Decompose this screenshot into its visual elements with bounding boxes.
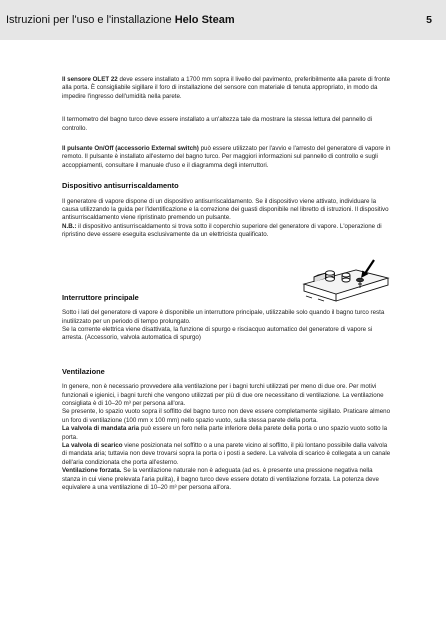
sensor-paragraph (62, 76, 392, 101)
overheat-note-text: il dispositivo antisurriscaldamento si trova sotto il coperchio superiore del generatore di vapore. L'operazione di ripristino deve essere eseguita esclusivamente da un elettricista qualificato. (62, 222, 382, 239)
exhaust-valve-text: viene posizionata nel soffitto o a una parete vicino al soffitto, il più lontano possibile dalla valvola di mandata aria; tuttavia non deve trovarsi sopra la porta o i posti a sedere. La valvola di scarico è collegata a un canale dell'aria condizionata che porta all'esterno. (62, 441, 391, 466)
onoff-text: può essere utilizzato per l'avvio e l'arresto del generatore di vapore in remoto. Il pulsante è installato all'esterno del bagno turco. Per maggiori informazioni sul pannello di controllo e sugli accoppiamenti, consultare il manuale d'uso e il diagramma degli interruttori. (62, 145, 391, 169)
ventilation-heading: Ventilazione (62, 366, 105, 376)
thermometer-paragraph: Il termometro del bagno turco deve essere installato a un'altezza tale da mostrare la stessa lettura del pannello di controllo. (62, 116, 373, 132)
ventilation-text-2: Se presente, lo spazio vuoto sopra il soffitto del bagno turco non deve essere completamente sigillato. Praticare almeno un foro di ventilazione (100 mm x 100 mm) nello spazio vuoto, sulla stessa parete della porta. (62, 408, 391, 424)
overheat-paragraph (62, 198, 392, 240)
forced-ventilation-text: Se la ventilazione naturale non è adeguata (ad es. è presente una pressione negativa nella stanza in cui viene prelevata l'aria pulita), il bagno turco deve essere dotato di ventilazione forzata. La potenza deve equivalere a una ventilazione di 10–20 m³ per persona all'ora. (62, 467, 379, 491)
onoff-paragraph (62, 145, 392, 170)
overheat-heading: Dispositivo antisurriscaldamento (62, 181, 179, 191)
page-number: 5 (426, 14, 432, 26)
onoff-lead: Il pulsante On/Off (accessorio External switch) (62, 145, 199, 153)
sensor-text: deve essere installato a 1700 mm sopra il livello del pavimento, preferibilmente alla parete di fronte alla porta. È consigliabile sigillare il foro di installazione del sensore con materiale di tenuta appropriato, in modo da impedire l'ingresso dell'umidità nella parete. (62, 76, 391, 100)
exhaust-valve-lead: La valvola di scarico (62, 441, 123, 449)
main-switch-text-1: Sotto i lati del generatore di vapore è disponibile un interruttore principale, utilizzabile solo quando il bagno turco resta inutilizzato per un periodo di tempo prolungato. (62, 309, 385, 325)
reset-button-diagram (300, 258, 392, 302)
page-header (0, 0, 446, 40)
main-switch-heading: Interruttore principale (62, 292, 139, 302)
overheat-text: Il generatore di vapore dispone di un dispositivo antisurriscaldamento. Se il dispositivo viene attivato, individuare la causa utilizzando la guida per l'identificazione e la correzione dei guasti disponibile nel libretto di istruzioni. Il dispositivo antisurriscaldamento viene ripristinato premendo un pulsante. (62, 197, 389, 222)
main-switch-text-2: Se la corrente elettrica viene disattivata, la funzione di spurgo e risciacquo automatico del generatore di vapore si arresta. (Accessorio, valvola automatica di spurgo) (62, 325, 373, 342)
page-title (6, 14, 235, 26)
title-text: Istruzioni per l'uso e l'installazione (6, 14, 175, 26)
sensor-lead: Il sensore OLET 22 (62, 76, 118, 83)
ventilation-paragraph (62, 383, 392, 492)
overheat-note-lead: N.B.: (62, 222, 77, 230)
main-switch-paragraph (62, 309, 392, 343)
supply-valve-text: può essere un foro nella parte inferiore della parete della porta o uno spazio vuoto sotto la porta. (62, 425, 388, 441)
ventilation-text-1: In genere, non è necessario provvedere alla ventilazione per i bagni turchi utilizzati per meno di due ore. Per motivi funzionali e igienici, i bagni turchi che vengono utilizzati per più di due ore necessitano di ventilazione. La ventilazione consigliata è di 10–20 m³ per persona all'ora. (62, 383, 384, 407)
brand-name: Helo Steam (174, 14, 235, 26)
forced-ventilation-lead: Ventilazione forzata. (62, 467, 122, 475)
supply-valve-lead: La valvola di mandata aria (62, 425, 140, 433)
